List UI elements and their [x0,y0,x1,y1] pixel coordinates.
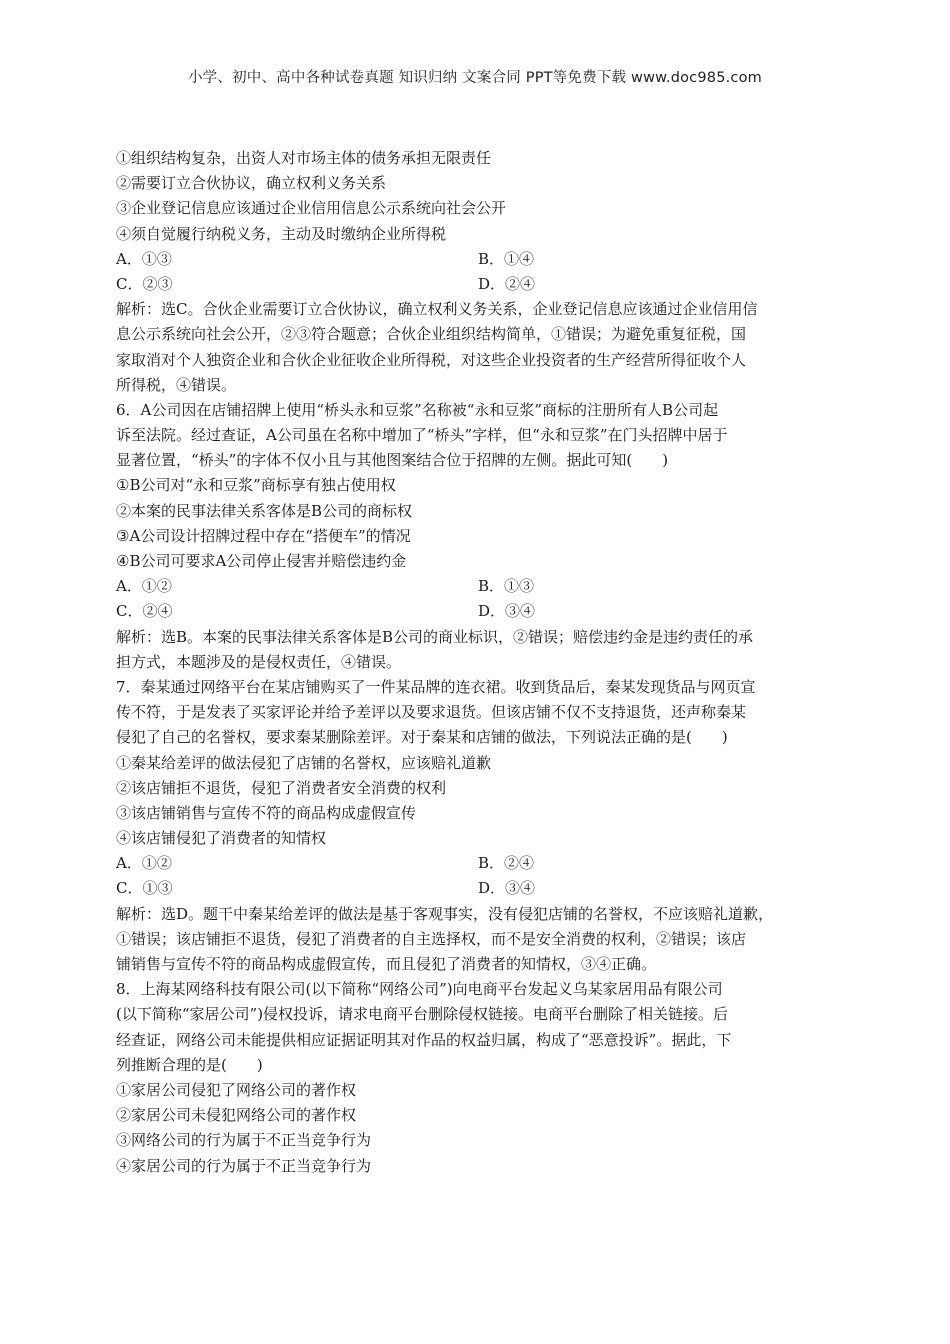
q6-option-b: B．①③ [478,577,535,596]
q5-item-3: ③企业登记信息应该通过企业信用信息公示系统向社会公开 [116,199,507,218]
q7-analysis-line-1: 解析：选D。题干中秦某给差评的做法是基于客观事实，没有侵犯店铺的名誉权，不应该赔礼道歉， [116,904,774,923]
q7-item-1: ①秦某给差评的做法侵犯了店铺的名誉权，应该赔礼道歉 [116,753,492,772]
q5-item-4: ④须自觉履行纳税义务，主动及时缴纳企业所得税 [116,224,447,243]
question-5 [116,146,846,398]
q8-item-3: ③网络公司的行为属于不正当竞争行为 [116,1131,372,1150]
q8-stem-line-3: 经查证，网络公司未能提供相应证据证明其对作品的权益归属，构成了“恶意投诉”。据此，下 [116,1030,732,1049]
q6-item-1: ①B公司对“永和豆浆”商标享有独占使用权 [116,476,396,495]
q6-item-3: ③A公司设计招牌过程中存在“搭便车”的情况 [116,526,411,545]
q8-item-1: ①家居公司侵犯了网络公司的著作权 [116,1080,357,1099]
q5-analysis-line-2: 息公示系统向社会公开，②③符合题意；合伙企业组织结构简单，①错误；为避免重复征税，国 [116,325,747,344]
q6-stem-line-1: 6．A公司因在店铺招牌上使用“桥头永和豆浆”名称被“永和豆浆”商标的注册所有人B公司起 [116,400,719,419]
q6-item-2: ②本案的民事法律关系客体是B公司的商标权 [116,501,413,520]
q7-option-a: A．①② [116,854,172,873]
q5-options-row-2 [116,272,846,297]
q5-options-row-1 [116,247,846,272]
q7-options-row-2 [116,876,846,901]
q7-option-d: D．③④ [478,879,536,898]
q5-item-2: ②需要订立合伙协议，确立权利义务关系 [116,174,387,193]
q7-option-b: B．②④ [478,854,535,873]
document-body [116,146,846,1179]
q7-stem-line-1: 7．秦某通过网络平台在某店铺购买了一件某品牌的连衣裙。收到货品后，秦某发现货品与网页宣 [116,677,756,696]
q8-stem-line-4: 列推断合理的是( ) [116,1055,263,1074]
q5-analysis-line-3: 家取消对个人独资企业和合伙企业征收企业所得税，对这些企业投资者的生产经营所得征收个人 [116,350,747,369]
q5-option-d: D．②④ [478,274,536,293]
q6-stem-line-2: 诉至法院。经过查证，A公司虽在名称中增加了“桥头”字样，但“永和豆浆”在门头招牌中居于 [116,426,728,445]
q6-item-4: ④B公司可要求A公司停止侵害并赔偿违约金 [116,552,407,570]
q7-stem-line-2: 传不符，于是发表了买家评论并给予差评以及要求退货。但该店铺不仅不支持退货，还声称秦某 [116,703,747,722]
q7-analysis-line-2: ①错误；该店铺拒不退货，侵犯了消费者的自主选择权，而不是安全消费的权利，②错误；该店 [116,929,747,948]
q6-stem-line-3: 显著位置，“桥头”的字体不仅小且与其他图案结合位于招牌的左侧。据此可知( ) [116,451,669,470]
q5-analysis-line-1: 解析：选C。合伙企业需要订立合伙协议，确立权利义务关系，企业登记信息应该通过企业信用信 [116,300,758,319]
q5-item-1: ①组织结构复杂，出资人对市场主体的债务承担无限责任 [116,149,492,167]
q7-options-row-1 [116,851,846,876]
q7-stem-line-3: 侵犯了自己的名誉权，要求秦某删除差评。对于秦某和店铺的做法，下列说法正确的是( ) [116,728,728,747]
q8-stem-line-1: 8．上海某网络科技有限公司(以下简称“网络公司”)向电商平台发起义乌某家居用品有限公司 [116,980,723,999]
q6-options-row-1 [116,574,846,599]
q8-item-4: ④家居公司的行为属于不正当竞争行为 [116,1156,372,1175]
page-header: 小学、初中、高中各种试卷真题 知识归纳 文案合同 PPT等免费下载 www.doc985.com [187,70,763,86]
q6-option-c: C．②④ [116,602,173,621]
q8-stem-line-2: (以下简称“家居公司”)侵权投诉，请求电商平台删除侵权链接。电商平台删除了相关链接。后 [116,1005,729,1024]
q5-option-a: A．①③ [116,249,172,268]
q7-item-4: ④该店铺侵犯了消费者的知情权 [116,829,327,848]
question-8 [116,977,846,1179]
q6-option-a: A．①② [116,577,172,596]
q5-option-b: B．①④ [478,249,535,268]
q5-analysis-line-4: 所得税，④错误。 [116,375,237,394]
q5-option-c: C．②③ [116,274,173,293]
q7-analysis-line-3: 铺销售与宣传不符的商品构成虚假宣传，而且侵犯了消费者的知情权，③④正确。 [116,955,657,973]
q6-options-row-2 [116,599,846,624]
question-7 [116,675,846,977]
q7-item-2: ②该店铺拒不退货，侵犯了消费者安全消费的权利 [116,778,447,797]
q6-analysis-line-2: 担方式，本题涉及的是侵权责任，④错误。 [116,652,402,671]
q6-option-d: D．③④ [478,602,536,621]
q6-analysis-line-1: 解析：选B。本案的民事法律关系客体是B公司的商业标识，②错误；赔偿违约金是违约责任的承 [116,627,754,646]
question-6 [116,398,846,675]
q8-item-2: ②家居公司未侵犯网络公司的著作权 [116,1106,357,1125]
q7-option-c: C．①③ [116,879,173,898]
q7-item-3: ③该店铺销售与宣传不符的商品构成虚假宣传 [116,803,417,822]
